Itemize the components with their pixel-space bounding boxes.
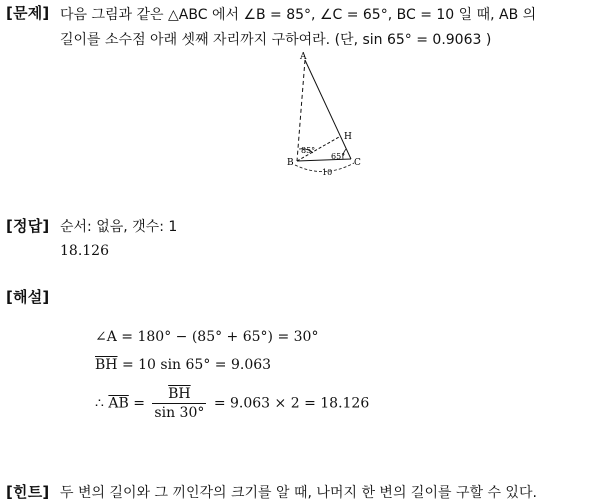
segment-ab-symbol: $\overline{AB}$ [108,395,129,412]
solution-eq-1: ∠A = 180° − (85° + 65°) = 30° [95,329,319,345]
solution-label: [해설] [6,288,50,306]
hint-text: 두 변의 길이와 그 끼인각의 크기를 알 때, 나머지 한 변의 길이를 구할 수 있다. [60,485,537,501]
answer-label: [정답] [6,217,50,235]
problem-line-2: 길이를 소수점 아래 셋째 자리까지 구하여라. (단, sin 65° = 0.9063 ) [60,32,492,48]
solution-eq-3-rhs: = 9.063 × 2 = 18.126 [213,395,370,412]
solution-eq-3 [95,385,369,422]
solution-eq-2 [95,357,271,373]
therefore-symbol: ∴ [95,395,104,412]
problem-label: [문제] [6,4,50,22]
segment-bh-symbol: $\overline{BH}$ [95,357,118,373]
side-ac [305,60,351,159]
triangle-figure [0,45,591,185]
fraction-numerator: $\overline{BH}$ [152,385,206,404]
hint-label: [힌트] [6,483,50,501]
vertex-c-label: C [354,158,361,168]
solution-eq-2-rhs: = 10 sin 65° = 9.063 [121,357,272,373]
vertex-h-label: H [344,132,352,142]
angle-b-label: 85° [301,146,316,155]
vertex-a-label: A [300,52,307,62]
problem-text-1: 다음 그림과 같은 △ABC 에서 ∠B = 85°, ∠C = 65°, BC = 10 일 때, AB 의 [60,7,537,23]
answer-line-1: 순서: 없음, 갯수: 1 [60,219,178,235]
problem-line-1 [60,4,536,24]
fraction-denominator: sin 30° [154,405,205,421]
angle-c-label: 65° [331,152,346,161]
equals-sign: = [133,395,145,412]
vertex-b-label: B [287,158,294,168]
answer-value: 18.126 [60,243,109,259]
fraction [152,385,206,422]
side-bc-label: 10 [322,168,333,177]
